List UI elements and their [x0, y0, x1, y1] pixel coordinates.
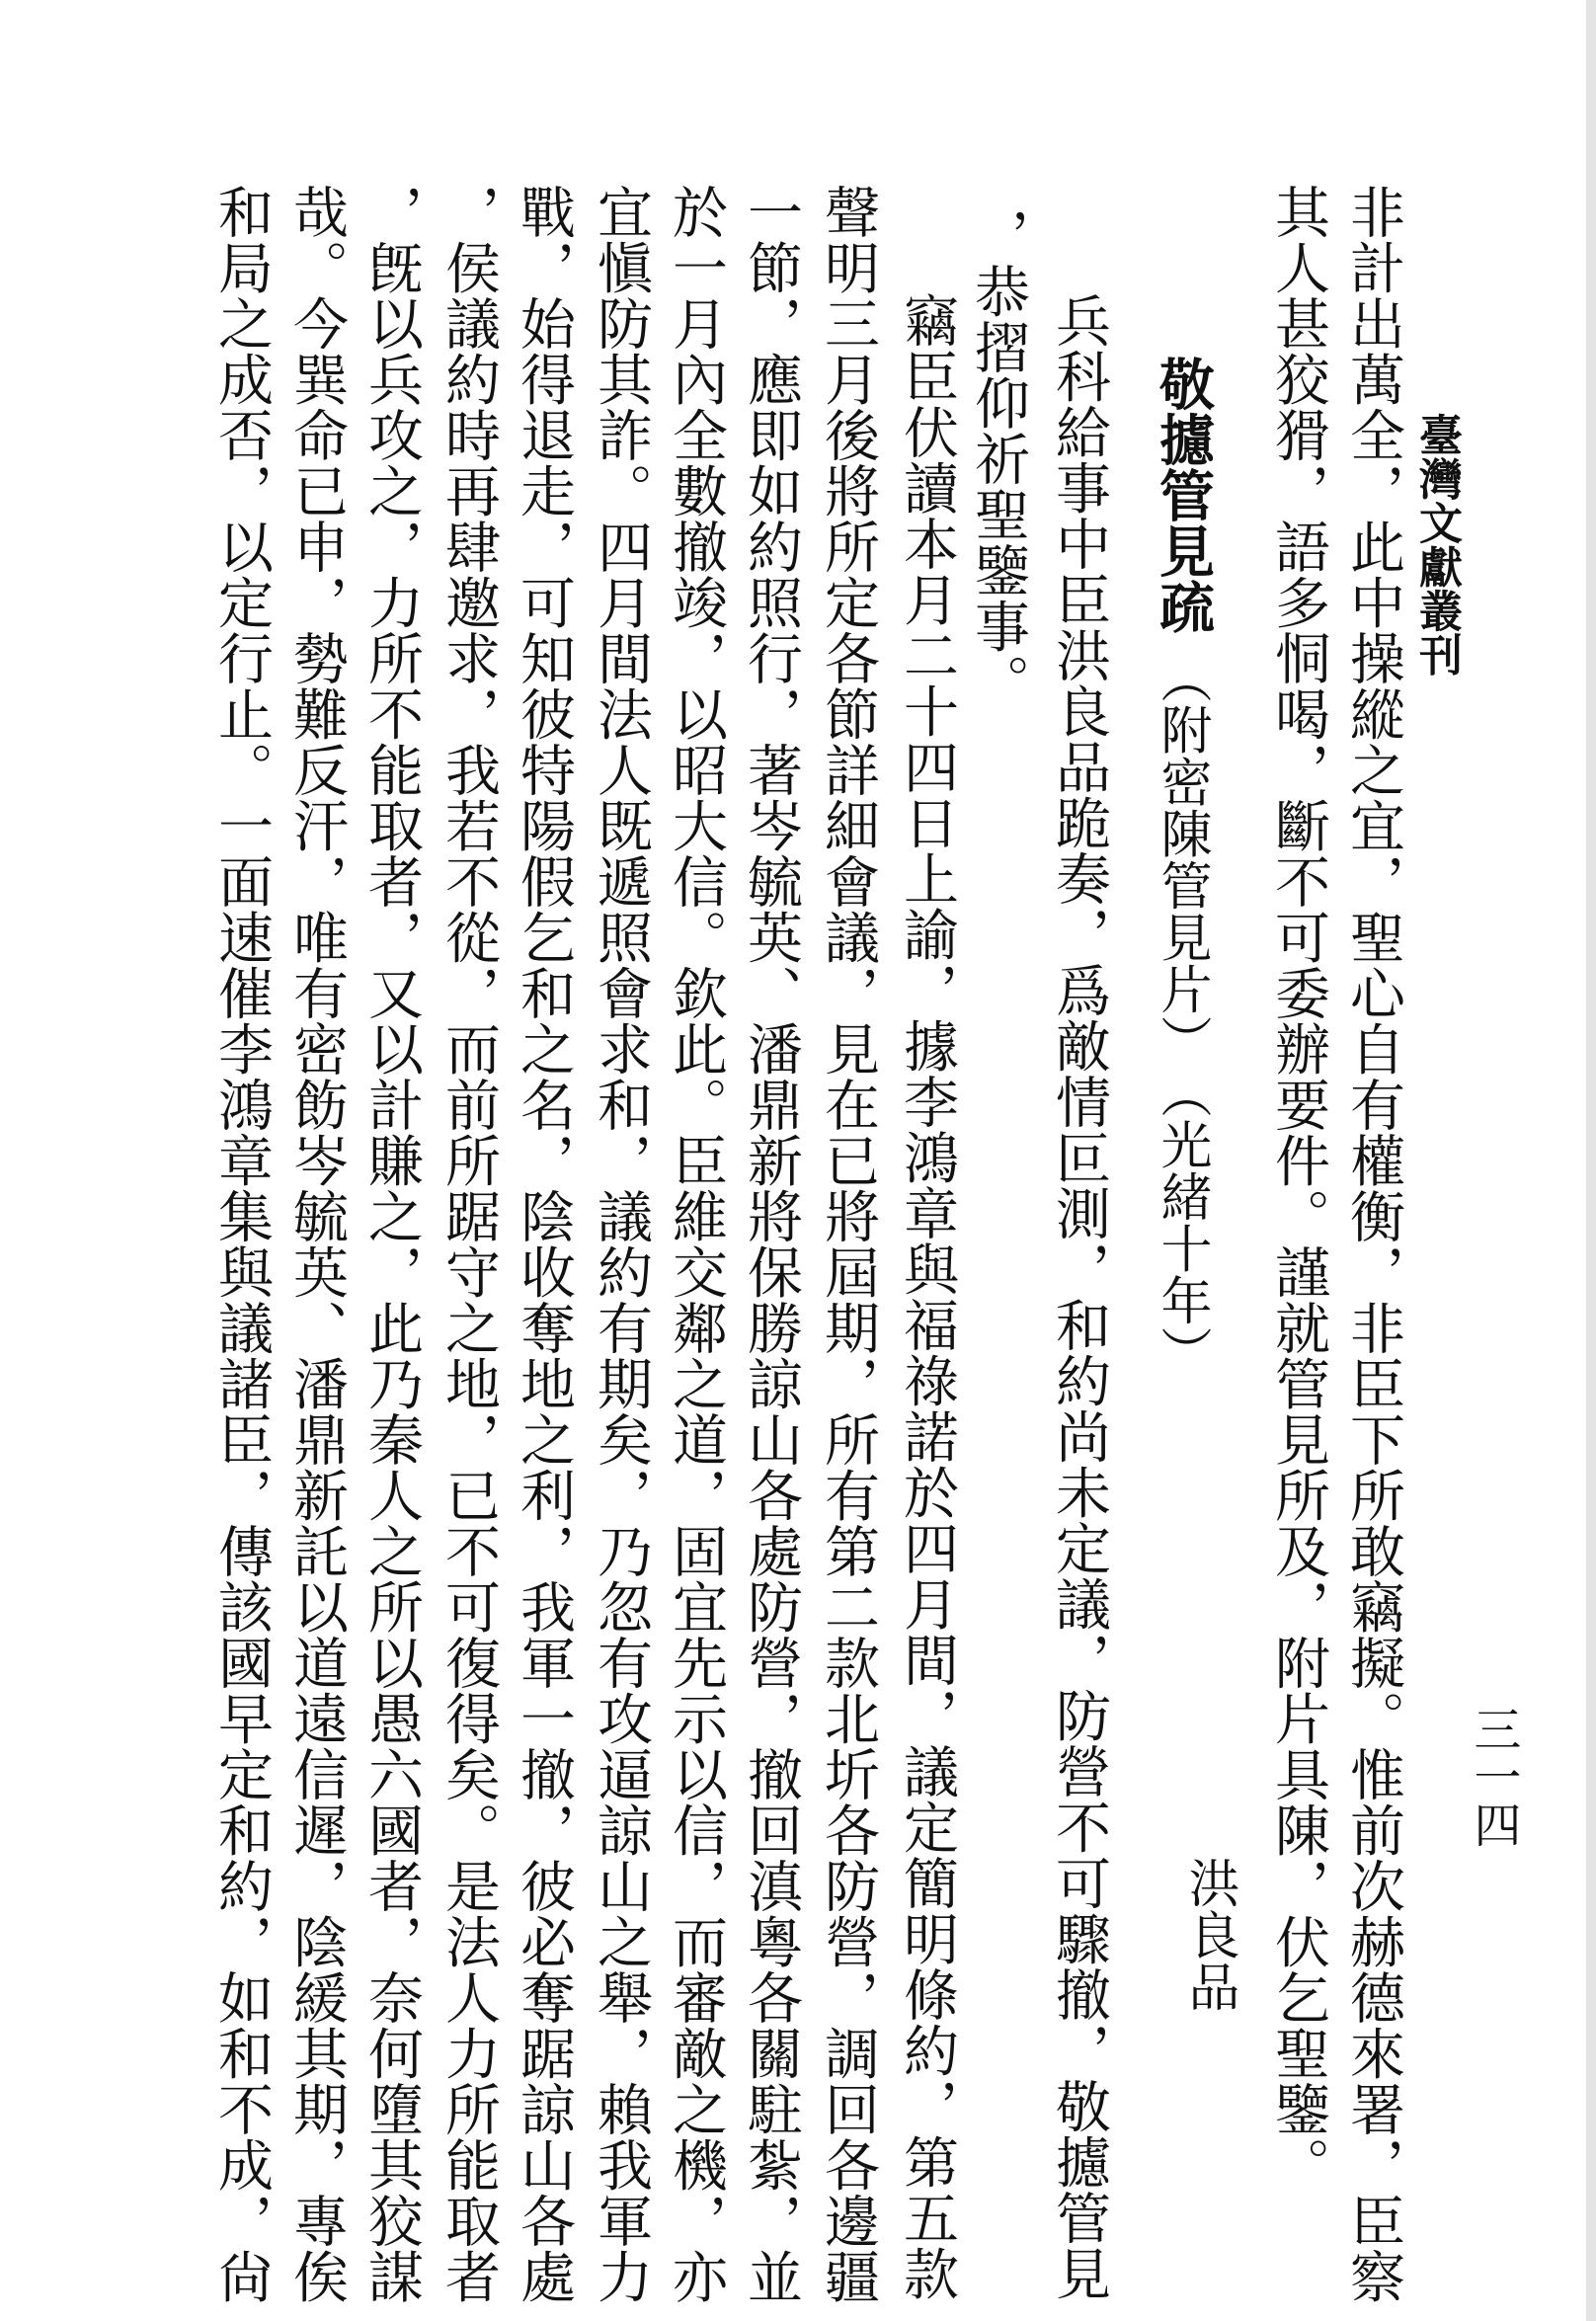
body-column-9: 宜愼防其詐。四月間法人既遞照會求和，議約有期矣，乃忽有攻逼諒山之舉，賴我軍力 [589, 184, 653, 2304]
body-column-4: ，恭摺仰祈聖鑒事。 [966, 207, 1030, 710]
body-column-1: 非計出萬全，此中操縱之宜，聖心自有權衡，非臣下所敢竊擬。惟前次赫德來署，臣察 [1341, 184, 1405, 2304]
body-column-7: 一節，應即如約照行，著岑毓英、潘鼎新將保勝諒山各處防營，撤回滇粵各關駐紮，並 [739, 184, 803, 2304]
body-column-3: 兵科給事中臣洪良品跪奏，爲敵情叵測，和約尚未定議，防營不可驟撤，敬攄管見 [1047, 292, 1111, 2301]
body-column-6: 聲明三月後將所定各節詳細會議，見在已將屆期，所有第二款北圻各防營，調回各邊疆 [816, 184, 880, 2304]
body-column-14: 和局之成否，以定行止。一面速催李鴻章集與議諸臣，傳該國早定和約，如和不成，尙 [209, 184, 274, 2304]
article-date: （光緒十年） [1152, 1067, 1211, 1378]
body-column-10: 戰，始得退走，可知彼特陽假乞和之名，陰收奪地之利，我軍一撤，彼必奪踞諒山各處 [512, 184, 576, 2304]
body-column-13: 哉。今巽命已申，勢難反汗，唯有密飭岑毓英、潘鼎新託以道遠信遲，陰緩其期，專俟 [284, 184, 349, 2304]
author-name: 洪良品 [1179, 1857, 1238, 2013]
body-column-2: 其人甚狡猾，語多恫喝，斷不可委辦要件。謹就管見所及，附片具陳，伏乞聖鑒。 [1266, 184, 1330, 2193]
body-column-8: 於一月內全數撤竣，以昭大信。欽此。臣維交鄰之道，固宜先示以信，而審敵之機，亦 [664, 184, 728, 2304]
article-subtitle: （附密陳管見片） [1152, 652, 1211, 1067]
page-number: 三一四 [1466, 1705, 1521, 1849]
running-head: 臺灣文獻叢刊 [1411, 413, 1462, 677]
gutter-shadow [1586, 0, 1596, 2321]
article-title: 敬攄管見疏 [1151, 356, 1216, 635]
body-column-11: ，侯議約時再肆邀求，我若不從，而前所踞守之地，已不可復得矣。是法人力所能取者 [437, 184, 501, 2304]
body-column-12: ，旣以兵攻之，力所不能取者，又以計賺之，此乃秦人之所以愚六國者，奈何墮其狡謀 [359, 184, 424, 2304]
body-column-5: 竊臣伏讀本月二十四日上諭，據李鴻章與福祿諾於四月間，議定簡明條約，第五款 [895, 292, 959, 2301]
